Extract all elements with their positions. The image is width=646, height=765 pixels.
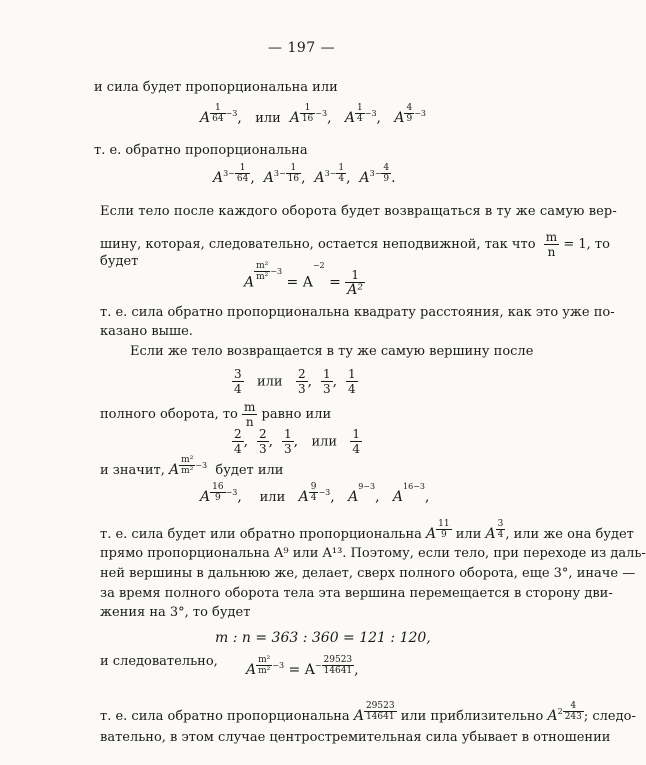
formula-2: $A^{3- \frac{1}{64}}$ , $A^{3- \frac{1}{16}}$ , $A^{3- \frac{1}{4}}$ , $A^{3- \frac{4}{9}}$ . <box>213 163 396 186</box>
text-line: казано выше. <box>100 324 193 339</box>
text-line: вательно, в этом случае центростремительная сила убывает в отношении <box>100 730 611 745</box>
formula-3: A $^{\frac{\text{m²}}{\text{m²}} -3} = A^{-2}$ = $\frac{1}{\text{A²}}$ <box>244 261 363 298</box>
page-number: — 197 — <box>268 40 336 56</box>
formula-7: A $^{\frac{16}{9} -3}$, или A $^{\frac{9}{4} -3}$, $A^{9-3}$, $A^{16-3}$, <box>200 482 430 505</box>
text-line: и следовательно, <box>100 654 218 669</box>
text-line: шину, которая, следовательно, остается неподвижной, так что $\frac{m}{n}$ = 1, то <box>100 230 610 259</box>
text-line: т. е. сила обратно пропорциональна A $^{\frac{29523}{14641}}$ или приблизительно $A^{2 \frac{4}{243}}$ ; следо- <box>100 701 636 724</box>
text-line: т. е. обратно пропорциональна <box>94 143 308 158</box>
text-line: и сила будет пропорциональна или <box>94 80 338 95</box>
formula-9: A $^{\frac{\text{m²}}{\text{m²}} -3} = A^{- \frac{29523}{14641}}$ , <box>246 655 359 678</box>
formula-ratio: m : n = 363 : 360 = 121 : 120, <box>215 630 431 646</box>
text-line: прямо пропорциональна A⁹ или A¹³. Поэтому, если тело, при переходе из даль- <box>100 546 646 561</box>
text-line: жения на 3°, то будет <box>100 605 251 620</box>
text-line: ней вершины в дальнюю же, делает, сверх полного оборота, еще 3°, иначе — <box>100 566 636 581</box>
text-line: т. е. сила обратно пропорциональна квадрату расстояния, как это уже по- <box>100 305 615 320</box>
text-line: Если же тело возвращается в ту же самую вершину после <box>130 344 534 359</box>
text-line: т. е. сила будет или обратно пропорциональна A $^{\frac{11}{9}}$ или A $^{\frac{3}{4}}$ , или же она будет <box>100 519 634 542</box>
formula-4: $\frac{3}{4}$ или $\frac{2}{3}$ , $\frac{1}{3}$ , $\frac{1}{4}$ <box>234 367 356 396</box>
formula-1: A $^{\frac{1}{64} -3}$, или A $^{\frac{1}{16} -3}$, A $^{\frac{1}{4} -3}$, A $^{\frac{4}{9} -3}$ <box>200 103 426 126</box>
text-line: полного оборота, то $\frac{m}{n}$ равно или <box>100 400 332 429</box>
text-line: и значит, A $^{\frac{\text{m²}}{\text{m²}} -3}$ будет или <box>100 455 284 478</box>
text-line: Если тело после каждого оборота будет возвращаться в ту же самую вер- <box>100 204 617 219</box>
formula-5: $\frac{2}{4}$ , $\frac{2}{3}$ , $\frac{1}{3}$ , или $\frac{1}{4}$ <box>234 427 361 456</box>
text-line: будет <box>100 254 139 269</box>
text-line: за время полного оборота тела эта вершина перемещается в сторону дви- <box>100 586 613 601</box>
